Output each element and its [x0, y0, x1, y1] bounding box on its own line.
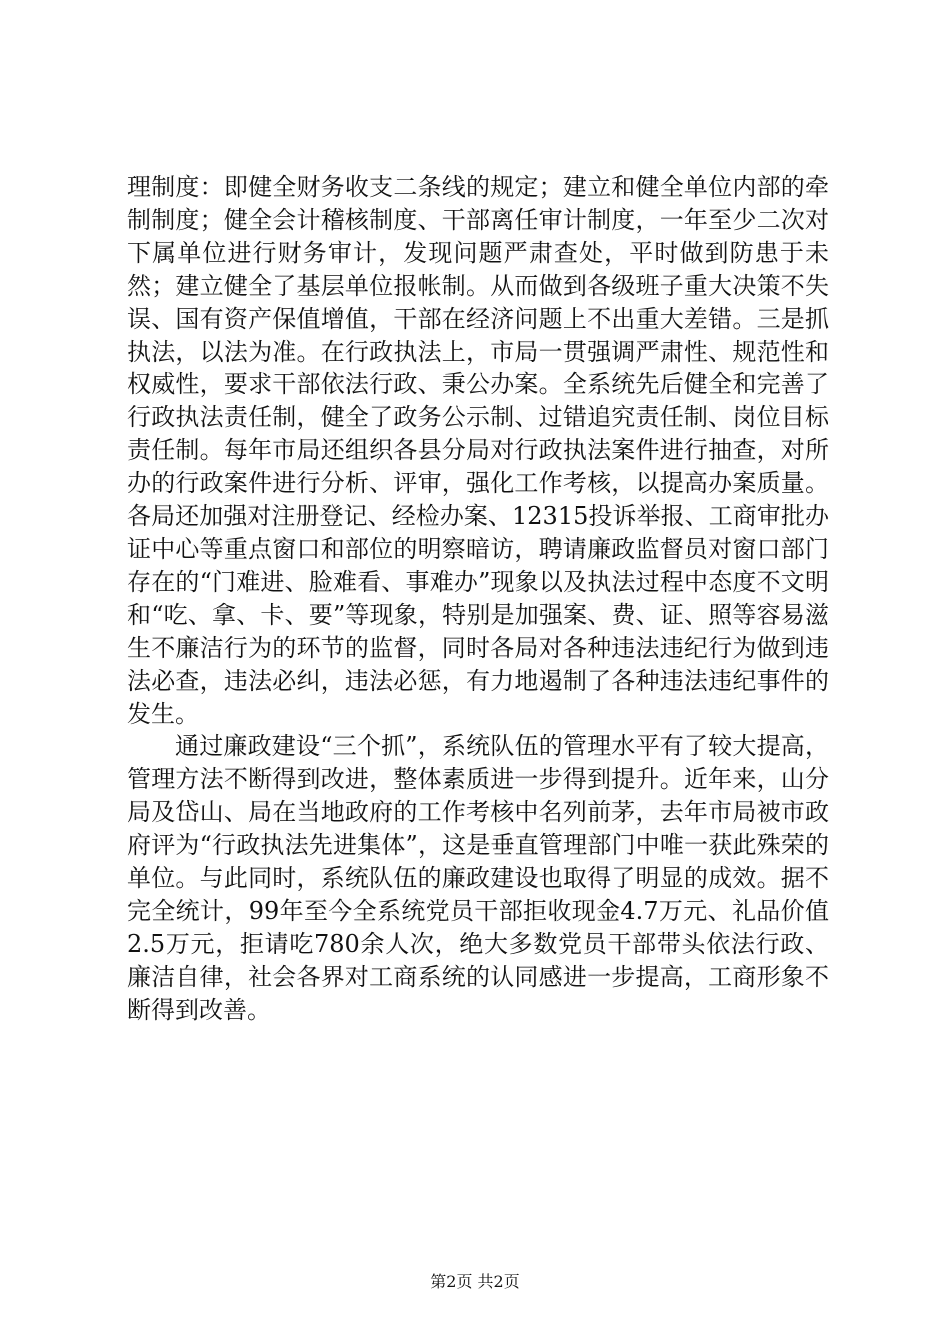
body-paragraph-continuation: 理制度：即健全财务收支二条线的规定；建立和健全单位内部的牵制制度；健全会计稽核制度、干部离任审计制度，一年至少二次对下属单位进行财务审计，发现问题严肃查处，平时做到防患于未然；建立健全了基层单位报帐制。从而做到各级班子重大决策不失误、国有资产保值增值，干部在经济问题上不出重大差错。三是抓执法，以法为准。在行政执法上，市局一贯强调严肃性、规范性和权威性，要求干部依法行政、秉公办案。全系统先后健全和完善了行政执法责任制，健全了政务公示制、过错追究责任制、岗位目标责任制。每年市局还组织各县分局对行政执法案件进行抽查，对所办的行政案件进行分析、评审，强化工作考核，以提高办案质量。各局还加强对注册登记、经检办案、12315投诉举报、工商审批办证中心等重点窗口和部位的明察暗访，聘请廉政监督员对窗口部门存在的“门难进、脸难看、事难办”现象以及执法过程中态度不文明和“吃、拿、卡、要”等现象，特别是加强案、费、证、照等容易滋生不廉洁行为的环节的监督，同时各局对各种违法违纪行为做到违法必查，违法必纠，违法必惩，有力地遏制了各种违法违纪事件的发生。: [127, 173, 829, 728]
body-paragraph-summary: 通过廉政建设“三个抓”，系统队伍的管理水平有了较大提高，管理方法不断得到改进，整体素质进一步得到提升。近年来，山分局及岱山、局在当地政府的工作考核中名列前茅，去年市局被市政府评为“行政执法先进集体”，这是垂直管理部门中唯一获此殊荣的单位。与此同时，系统队伍的廉政建设也取得了明显的成效。据不完全统计，99年至今全系统党员干部拒收现金4.7万元、礼品价值2.5万元，拒请吃780余人次，绝大多数党员干部带头依法行政、廉洁自律，社会各界对工商系统的认同感进一步提高，工商形象不断得到改善。: [127, 732, 829, 1024]
page-number-footer: 第2页 共2页: [430, 1272, 520, 1291]
document-body: [127, 171, 829, 1027]
